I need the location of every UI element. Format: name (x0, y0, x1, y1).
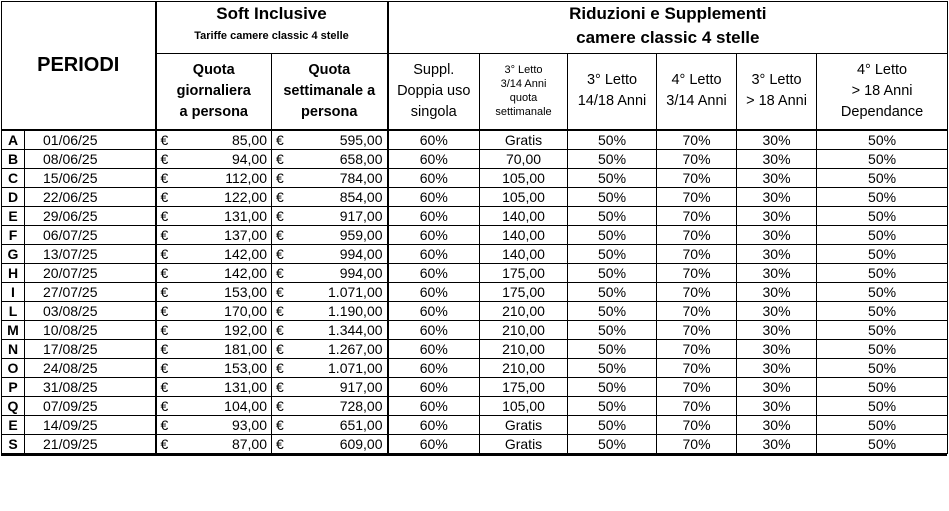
euro-symbol: € (160, 207, 169, 224)
euro-symbol: € (160, 340, 169, 357)
third-bed-3-14-cell: 175,00 (480, 282, 568, 301)
fourth-bed-3-14-cell: 70% (657, 225, 737, 244)
euro-symbol: € (276, 131, 284, 148)
euro-symbol: € (160, 302, 169, 319)
weekly-rate-amount: 994,00 (339, 264, 383, 281)
table-row (2, 434, 948, 453)
period-date-cell: 15/06/25 (25, 168, 156, 187)
fourth-bed-over-18-cell: 50% (817, 168, 948, 187)
third-bed-over-18-cell: 30% (737, 396, 817, 415)
daily-rate-amount: 131,00 (224, 378, 267, 395)
period-code-cell: F (2, 225, 25, 244)
third-bed-3-14-cell: Gratis (480, 415, 568, 434)
price-table (1, 1, 948, 454)
euro-symbol: € (160, 283, 169, 300)
fourth-bed-over-18-cell: 50% (817, 282, 948, 301)
fourth-bed-3-14-cell: 70% (657, 168, 737, 187)
table-row (2, 320, 948, 339)
period-date-cell: 01/06/25 (25, 130, 156, 150)
euro-symbol: € (276, 188, 284, 205)
col-quota-giornaliera (156, 54, 272, 130)
fourth-bed-over-18-cell: 50% (817, 225, 948, 244)
third-bed-14-18-cell: 50% (568, 358, 657, 377)
weekly-rate-amount: 1.071,00 (328, 283, 383, 300)
fourth-bed-3-14-cell: 70% (657, 149, 737, 168)
fourth-bed-3-14-cell: 70% (657, 434, 737, 453)
fourth-bed-over-18-cell: 50% (817, 358, 948, 377)
euro-symbol: € (160, 131, 169, 148)
fourth-bed-over-18-cell: 50% (817, 187, 948, 206)
third-bed-3-14-cell: 105,00 (480, 396, 568, 415)
col-4-letto-3-14-line1: 4° Letto (671, 72, 722, 89)
weekly-rate-amount: 1.071,00 (328, 359, 383, 376)
euro-symbol: € (276, 226, 284, 243)
fourth-bed-over-18-cell: 50% (817, 320, 948, 339)
table-row (2, 377, 948, 396)
third-bed-3-14-cell: 210,00 (480, 358, 568, 377)
daily-rate-cell (156, 263, 272, 282)
weekly-rate-cell (272, 434, 388, 453)
suppl-doppia-cell: 60% (388, 149, 480, 168)
period-code-cell: E (2, 415, 25, 434)
weekly-rate-amount: 609,00 (339, 435, 383, 452)
daily-rate-cell (156, 358, 272, 377)
daily-rate-amount: 93,00 (231, 416, 267, 433)
daily-rate-cell (156, 301, 272, 320)
weekly-rate-cell (272, 130, 388, 150)
third-bed-14-18-cell: 50% (568, 149, 657, 168)
weekly-rate-cell (272, 396, 388, 415)
period-date-cell: 06/07/25 (25, 225, 156, 244)
price-rows (2, 130, 948, 454)
suppl-doppia-cell: 60% (388, 396, 480, 415)
third-bed-over-18-cell: 30% (737, 187, 817, 206)
daily-rate-cell (156, 206, 272, 225)
table-row (2, 358, 948, 377)
suppl-doppia-cell: 60% (388, 130, 480, 150)
daily-rate-cell (156, 130, 272, 150)
riduzioni-subtitle: camere classic 4 stelle (576, 28, 760, 47)
euro-symbol: € (160, 416, 169, 433)
period-date-cell: 21/09/25 (25, 434, 156, 453)
weekly-rate-cell (272, 225, 388, 244)
suppl-doppia-cell: 60% (388, 282, 480, 301)
fourth-bed-over-18-cell: 50% (817, 149, 948, 168)
table-row (2, 168, 948, 187)
daily-rate-amount: 170,00 (224, 302, 267, 319)
table-row (2, 187, 948, 206)
daily-rate-amount: 112,00 (225, 169, 267, 186)
third-bed-3-14-cell: 105,00 (480, 168, 568, 187)
daily-rate-cell (156, 149, 272, 168)
suppl-doppia-cell: 60% (388, 206, 480, 225)
third-bed-over-18-cell: 30% (737, 282, 817, 301)
weekly-rate-cell (272, 149, 388, 168)
third-bed-3-14-cell: 210,00 (480, 320, 568, 339)
fourth-bed-over-18-cell: 50% (817, 244, 948, 263)
third-bed-14-18-cell: 50% (568, 415, 657, 434)
table-row (2, 301, 948, 320)
daily-rate-cell (156, 282, 272, 301)
fourth-bed-3-14-cell: 70% (657, 263, 737, 282)
euro-symbol: € (276, 150, 284, 167)
suppl-doppia-cell: 60% (388, 244, 480, 263)
table-row (2, 339, 948, 358)
daily-rate-amount: 131,00 (224, 207, 267, 224)
suppl-doppia-cell: 60% (388, 263, 480, 282)
col-3-letto-3-14-settimanale (480, 54, 568, 130)
third-bed-3-14-cell: 105,00 (480, 187, 568, 206)
weekly-rate-cell (272, 377, 388, 396)
col-quota-settimanale (272, 54, 388, 130)
fourth-bed-3-14-cell: 70% (657, 130, 737, 150)
euro-symbol: € (276, 435, 284, 452)
col-quota-settimanale-line2: settimanale a (283, 82, 376, 99)
fourth-bed-over-18-cell: 50% (817, 396, 948, 415)
period-date-cell: 24/08/25 (25, 358, 156, 377)
weekly-rate-cell (272, 263, 388, 282)
fourth-bed-over-18-cell: 50% (817, 263, 948, 282)
weekly-rate-cell (272, 187, 388, 206)
table-row (2, 396, 948, 415)
col-3-letto-3-14-line3: quota (509, 92, 538, 105)
third-bed-3-14-cell: 210,00 (480, 339, 568, 358)
period-date-cell: 10/08/25 (25, 320, 156, 339)
weekly-rate-amount: 959,00 (339, 226, 383, 243)
third-bed-14-18-cell: 50% (568, 339, 657, 358)
suppl-doppia-cell: 60% (388, 225, 480, 244)
euro-symbol: € (160, 150, 169, 167)
daily-rate-cell (156, 377, 272, 396)
third-bed-over-18-cell: 30% (737, 301, 817, 320)
period-code-cell: I (2, 282, 25, 301)
third-bed-3-14-cell: Gratis (480, 130, 568, 150)
col-4-letto-over-18-dependance (817, 54, 948, 130)
table-row (2, 149, 948, 168)
euro-symbol: € (160, 321, 169, 338)
col-quota-giornaliera-line3: a persona (179, 103, 248, 120)
weekly-rate-amount: 1.190,00 (328, 302, 383, 319)
suppl-doppia-cell: 60% (388, 187, 480, 206)
euro-symbol: € (276, 416, 284, 433)
fourth-bed-3-14-cell: 70% (657, 396, 737, 415)
fourth-bed-3-14-cell: 70% (657, 206, 737, 225)
daily-rate-cell (156, 168, 272, 187)
daily-rate-amount: 142,00 (224, 245, 267, 262)
weekly-rate-cell (272, 206, 388, 225)
period-date-cell: 13/07/25 (25, 244, 156, 263)
suppl-doppia-cell: 60% (388, 434, 480, 453)
weekly-rate-cell (272, 358, 388, 377)
suppl-doppia-cell: 60% (388, 377, 480, 396)
euro-symbol: € (276, 397, 284, 414)
col-3-letto-14-18 (568, 54, 657, 130)
col-suppl-doppia-line1: Suppl. (413, 61, 455, 78)
euro-symbol: € (160, 245, 169, 262)
period-code-cell: S (2, 434, 25, 453)
euro-symbol: € (276, 359, 284, 376)
third-bed-over-18-cell: 30% (737, 206, 817, 225)
period-date-cell: 07/09/25 (25, 396, 156, 415)
euro-symbol: € (276, 264, 284, 281)
third-bed-14-18-cell: 50% (568, 396, 657, 415)
daily-rate-amount: 153,00 (224, 359, 267, 376)
euro-symbol: € (276, 340, 284, 357)
col-3-letto-over-18 (737, 54, 817, 130)
third-bed-over-18-cell: 30% (737, 415, 817, 434)
period-code-cell: O (2, 358, 25, 377)
suppl-doppia-cell: 60% (388, 358, 480, 377)
period-date-cell: 03/08/25 (25, 301, 156, 320)
col-3-letto-3-14-line2: 3/14 Anni (500, 78, 547, 91)
daily-rate-cell (156, 396, 272, 415)
third-bed-14-18-cell: 50% (568, 377, 657, 396)
third-bed-over-18-cell: 30% (737, 434, 817, 453)
third-bed-14-18-cell: 50% (568, 320, 657, 339)
soft-inclusive-subtitle: Tariffe camere classic 4 stelle (194, 30, 349, 42)
daily-rate-amount: 142,00 (224, 264, 267, 281)
period-code-cell: H (2, 263, 25, 282)
third-bed-over-18-cell: 30% (737, 149, 817, 168)
third-bed-14-18-cell: 50% (568, 263, 657, 282)
euro-symbol: € (276, 245, 284, 262)
fourth-bed-3-14-cell: 70% (657, 358, 737, 377)
fourth-bed-3-14-cell: 70% (657, 187, 737, 206)
euro-symbol: € (276, 283, 284, 300)
riduzioni-header (388, 2, 948, 54)
daily-rate-amount: 192,00 (224, 321, 267, 338)
third-bed-over-18-cell: 30% (737, 130, 817, 150)
fourth-bed-3-14-cell: 70% (657, 244, 737, 263)
euro-symbol: € (160, 378, 169, 395)
euro-symbol: € (160, 359, 169, 376)
col-3-letto-over-18-line2: > 18 Anni (746, 93, 807, 110)
col-3-letto-3-14-line4: settimanale (495, 106, 552, 119)
fourth-bed-over-18-cell: 50% (817, 377, 948, 396)
period-code-cell: B (2, 149, 25, 168)
weekly-rate-amount: 1.344,00 (328, 321, 383, 338)
col-suppl-doppia-line2: Doppia uso (397, 82, 471, 99)
period-code-cell: G (2, 244, 25, 263)
fourth-bed-3-14-cell: 70% (657, 415, 737, 434)
weekly-rate-amount: 784,00 (339, 169, 383, 186)
period-date-cell: 14/09/25 (25, 415, 156, 434)
col-3-letto-3-14-line1: 3° Letto (504, 64, 543, 77)
third-bed-over-18-cell: 30% (737, 263, 817, 282)
col-suppl-doppia-line3: singola (410, 103, 457, 120)
daily-rate-cell (156, 244, 272, 263)
third-bed-14-18-cell: 50% (568, 187, 657, 206)
third-bed-14-18-cell: 50% (568, 301, 657, 320)
daily-rate-amount: 137,00 (224, 226, 267, 243)
weekly-rate-amount: 917,00 (339, 207, 383, 224)
suppl-doppia-cell: 60% (388, 168, 480, 187)
fourth-bed-over-18-cell: 50% (817, 415, 948, 434)
riduzioni-title: Riduzioni e Supplementi (569, 4, 767, 23)
periodi-header: PERIODI (2, 2, 156, 130)
table-row (2, 282, 948, 301)
period-date-cell: 20/07/25 (25, 263, 156, 282)
period-code-cell: Q (2, 396, 25, 415)
period-date-cell: 27/07/25 (25, 282, 156, 301)
fourth-bed-over-18-cell: 50% (817, 130, 948, 150)
daily-rate-amount: 104,00 (224, 397, 267, 414)
third-bed-14-18-cell: 50% (568, 282, 657, 301)
third-bed-over-18-cell: 30% (737, 244, 817, 263)
euro-symbol: € (276, 321, 284, 338)
third-bed-over-18-cell: 30% (737, 339, 817, 358)
third-bed-3-14-cell: 210,00 (480, 301, 568, 320)
euro-symbol: € (160, 264, 169, 281)
period-date-cell: 17/08/25 (25, 339, 156, 358)
third-bed-14-18-cell: 50% (568, 225, 657, 244)
daily-rate-amount: 94,00 (231, 150, 267, 167)
col-4-letto-3-14-line2: 3/14 Anni (666, 93, 727, 110)
soft-inclusive-title: Soft Inclusive (216, 4, 327, 23)
third-bed-3-14-cell: 175,00 (480, 263, 568, 282)
euro-symbol: € (160, 226, 169, 243)
period-code-cell: N (2, 339, 25, 358)
table-row (2, 263, 948, 282)
third-bed-over-18-cell: 30% (737, 168, 817, 187)
suppl-doppia-cell: 60% (388, 415, 480, 434)
weekly-rate-cell (272, 339, 388, 358)
col-quota-settimanale-line3: persona (301, 103, 358, 120)
euro-symbol: € (276, 302, 284, 319)
third-bed-3-14-cell: 175,00 (480, 377, 568, 396)
third-bed-over-18-cell: 30% (737, 225, 817, 244)
weekly-rate-amount: 1.267,00 (328, 340, 383, 357)
daily-rate-cell (156, 434, 272, 453)
weekly-rate-amount: 994,00 (339, 245, 383, 262)
col-quota-giornaliera-line2: giornaliera (176, 82, 251, 99)
third-bed-3-14-cell: 140,00 (480, 206, 568, 225)
fourth-bed-3-14-cell: 70% (657, 320, 737, 339)
weekly-rate-cell (272, 320, 388, 339)
weekly-rate-amount: 728,00 (339, 397, 383, 414)
period-code-cell: C (2, 168, 25, 187)
third-bed-3-14-cell: 140,00 (480, 225, 568, 244)
period-date-cell: 22/06/25 (25, 187, 156, 206)
daily-rate-cell (156, 187, 272, 206)
table-bottom-rule (1, 454, 947, 459)
daily-rate-amount: 181,00 (224, 340, 267, 357)
col-quota-settimanale-line1: Quota (308, 61, 351, 78)
suppl-doppia-cell: 60% (388, 301, 480, 320)
weekly-rate-amount: 917,00 (339, 378, 383, 395)
daily-rate-cell (156, 225, 272, 244)
daily-rate-amount: 85,00 (231, 131, 267, 148)
fourth-bed-over-18-cell: 50% (817, 301, 948, 320)
third-bed-over-18-cell: 30% (737, 358, 817, 377)
euro-symbol: € (160, 397, 169, 414)
weekly-rate-cell (272, 282, 388, 301)
third-bed-14-18-cell: 50% (568, 168, 657, 187)
period-code-cell: P (2, 377, 25, 396)
weekly-rate-cell (272, 415, 388, 434)
col-3-letto-14-18-line1: 3° Letto (586, 72, 638, 89)
weekly-rate-amount: 651,00 (339, 416, 383, 433)
col-3-letto-over-18-line1: 3° Letto (751, 72, 802, 89)
period-date-cell: 29/06/25 (25, 206, 156, 225)
fourth-bed-over-18-cell: 50% (817, 339, 948, 358)
col-4-letto-over-18-line1: 4° Letto (856, 61, 908, 78)
fourth-bed-3-14-cell: 70% (657, 377, 737, 396)
third-bed-14-18-cell: 50% (568, 244, 657, 263)
col-4-letto-over-18-line2: > 18 Anni (851, 82, 913, 99)
weekly-rate-amount: 658,00 (339, 150, 383, 167)
col-4-letto-3-14 (657, 54, 737, 130)
period-code-cell: A (2, 130, 25, 150)
suppl-doppia-cell: 60% (388, 320, 480, 339)
weekly-rate-amount: 854,00 (339, 188, 383, 205)
col-suppl-doppia (388, 54, 480, 130)
fourth-bed-3-14-cell: 70% (657, 301, 737, 320)
fourth-bed-over-18-cell: 50% (817, 206, 948, 225)
period-code-cell: L (2, 301, 25, 320)
weekly-rate-amount: 595,00 (339, 131, 383, 148)
euro-symbol: € (160, 169, 169, 186)
third-bed-over-18-cell: 30% (737, 320, 817, 339)
period-code-cell: D (2, 187, 25, 206)
euro-symbol: € (160, 435, 169, 452)
daily-rate-amount: 153,00 (224, 283, 267, 300)
euro-symbol: € (276, 207, 284, 224)
euro-symbol: € (160, 188, 169, 205)
third-bed-3-14-cell: 140,00 (480, 244, 568, 263)
table-row (2, 206, 948, 225)
daily-rate-amount: 122,00 (224, 188, 267, 205)
daily-rate-cell (156, 415, 272, 434)
table-row (2, 244, 948, 263)
soft-inclusive-header (156, 2, 388, 54)
third-bed-14-18-cell: 50% (568, 130, 657, 150)
table-row (2, 225, 948, 244)
third-bed-14-18-cell: 50% (568, 206, 657, 225)
euro-symbol: € (276, 378, 284, 395)
weekly-rate-cell (272, 244, 388, 263)
daily-rate-amount: 87,00 (231, 435, 267, 452)
third-bed-over-18-cell: 30% (737, 377, 817, 396)
period-date-cell: 31/08/25 (25, 377, 156, 396)
table-row (2, 415, 948, 434)
col-4-letto-over-18-line3: Dependance (840, 103, 924, 120)
third-bed-3-14-cell: 70,00 (480, 149, 568, 168)
fourth-bed-over-18-cell: 50% (817, 434, 948, 453)
col-quota-giornaliera-line1: Quota (192, 61, 235, 78)
third-bed-14-18-cell: 50% (568, 434, 657, 453)
euro-symbol: € (276, 169, 284, 186)
period-code-cell: M (2, 320, 25, 339)
period-date-cell: 08/06/25 (25, 149, 156, 168)
weekly-rate-cell (272, 301, 388, 320)
period-code-cell: E (2, 206, 25, 225)
third-bed-3-14-cell: Gratis (480, 434, 568, 453)
fourth-bed-3-14-cell: 70% (657, 282, 737, 301)
col-3-letto-14-18-line2: 14/18 Anni (577, 93, 647, 110)
table-row (2, 130, 948, 150)
daily-rate-cell (156, 339, 272, 358)
fourth-bed-3-14-cell: 70% (657, 339, 737, 358)
daily-rate-cell (156, 320, 272, 339)
weekly-rate-cell (272, 168, 388, 187)
suppl-doppia-cell: 60% (388, 339, 480, 358)
